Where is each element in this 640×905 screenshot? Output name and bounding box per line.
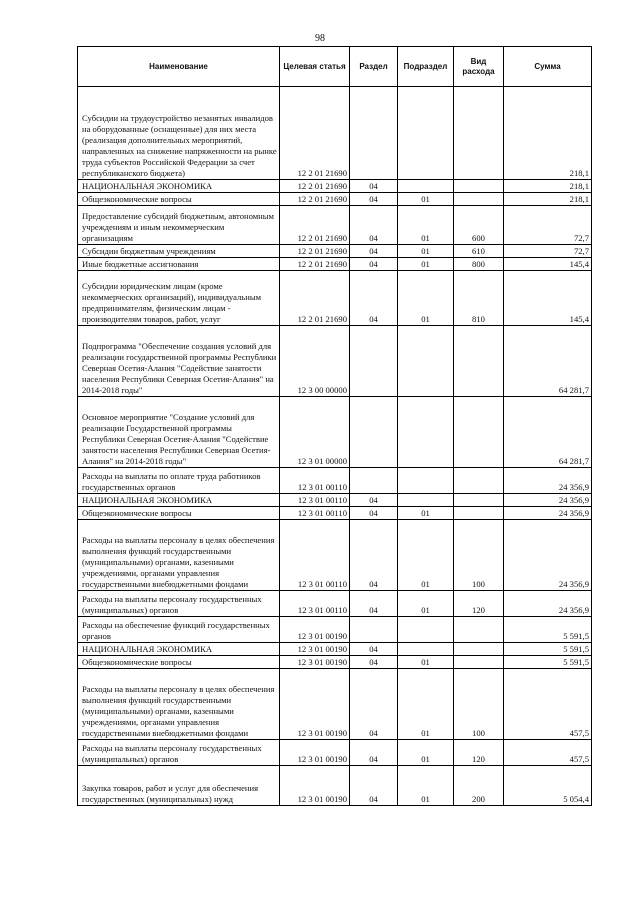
row-amount-cell: 5 591,5 <box>504 643 592 656</box>
row-expense-cell <box>454 507 504 520</box>
row-target-cell: 12 3 01 00190 <box>280 740 350 766</box>
row-subsection-cell <box>398 494 454 507</box>
row-target-cell: 12 2 01 21690 <box>280 245 350 258</box>
table-row <box>78 180 592 193</box>
row-subsection-cell: 01 <box>398 245 454 258</box>
row-section-cell: 04 <box>350 245 398 258</box>
row-target-cell: 12 3 01 00000 <box>280 397 350 468</box>
row-name-cell: Расходы на выплаты по оплате труда работников государственных органов <box>78 468 280 494</box>
table-row <box>78 468 592 494</box>
table-row <box>78 326 592 397</box>
row-target-cell: 12 3 01 00110 <box>280 468 350 494</box>
table-row <box>78 271 592 326</box>
row-amount-cell: 72,7 <box>504 206 592 245</box>
row-amount-cell: 457,5 <box>504 740 592 766</box>
row-subsection-cell: 01 <box>398 258 454 271</box>
row-target-cell: 12 2 01 21690 <box>280 193 350 206</box>
row-subsection-cell: 01 <box>398 271 454 326</box>
row-section-cell: 04 <box>350 507 398 520</box>
row-expense-cell: 610 <box>454 245 504 258</box>
row-amount-cell: 218,1 <box>504 180 592 193</box>
row-amount-cell: 24 356,9 <box>504 494 592 507</box>
row-expense-cell <box>454 643 504 656</box>
row-subsection-cell: 01 <box>398 193 454 206</box>
row-name-cell: Субсидии юридическим лицам (кроме некоммерческих организаций), индивидуальным предпринимателям, физическим лицам - производителям товаров, работ, услуг <box>78 271 280 326</box>
row-target-cell: 12 3 01 00190 <box>280 766 350 806</box>
row-expense-cell <box>454 87 504 180</box>
table-body <box>78 87 592 806</box>
row-amount-cell: 5 591,5 <box>504 617 592 643</box>
row-expense-cell: 120 <box>454 591 504 617</box>
row-target-cell: 12 3 01 00110 <box>280 507 350 520</box>
row-expense-cell: 120 <box>454 740 504 766</box>
table-row <box>78 656 592 669</box>
table-row <box>78 643 592 656</box>
row-subsection-cell: 01 <box>398 507 454 520</box>
table-row <box>78 766 592 806</box>
row-name-cell: Предоставление субсидий бюджетным, автономным учреждениям и иным некоммерческим организациям <box>78 206 280 245</box>
row-amount-cell: 72,7 <box>504 245 592 258</box>
row-name-cell: Расходы на выплаты персоналу государственных (муниципальных) органов <box>78 740 280 766</box>
row-expense-cell <box>454 180 504 193</box>
row-section-cell: 04 <box>350 271 398 326</box>
row-section-cell: 04 <box>350 669 398 740</box>
table-row <box>78 520 592 591</box>
table-row <box>78 669 592 740</box>
row-target-cell: 12 3 01 00190 <box>280 669 350 740</box>
table-row <box>78 494 592 507</box>
page-number: 98 <box>315 33 325 44</box>
row-name-cell: Расходы на выплаты персоналу государственных (муниципальных) органов <box>78 591 280 617</box>
row-subsection-cell <box>398 180 454 193</box>
row-subsection-cell: 01 <box>398 740 454 766</box>
row-amount-cell: 64 281,7 <box>504 326 592 397</box>
row-name-cell: Основное мероприятие "Создание условий для реализации Государственной программы Республики Северная Осетия-Алания "Содействие занятости населения Республики Северная Осетия-Алания" на 2014-2018 годы" <box>78 397 280 468</box>
row-target-cell: 12 3 01 00110 <box>280 520 350 591</box>
row-amount-cell: 24 356,9 <box>504 591 592 617</box>
row-subsection-cell <box>398 617 454 643</box>
row-amount-cell: 5 054,4 <box>504 766 592 806</box>
header-name: Наименование <box>78 47 280 87</box>
row-target-cell: 12 3 01 00110 <box>280 494 350 507</box>
row-section-cell: 04 <box>350 591 398 617</box>
row-subsection-cell: 01 <box>398 766 454 806</box>
row-target-cell: 12 3 01 00190 <box>280 656 350 669</box>
row-name-cell: Подпрограмма "Обеспечение создания условий для реализации государственной программы Республики Северная Осетия-Алания "Содействие занятости населения Республики Северная Осетия-Алания" на 2014-2018 годы" <box>78 326 280 397</box>
table-header-row <box>78 47 592 87</box>
row-section-cell <box>350 87 398 180</box>
table-row <box>78 617 592 643</box>
row-amount-cell: 24 356,9 <box>504 468 592 494</box>
row-name-cell: Общеэкономические вопросы <box>78 656 280 669</box>
row-section-cell <box>350 397 398 468</box>
row-subsection-cell: 01 <box>398 591 454 617</box>
row-target-cell: 12 3 00 00000 <box>280 326 350 397</box>
row-name-cell: Закупка товаров, работ и услуг для обеспечения государственных (муниципальных) нужд <box>78 766 280 806</box>
table-row <box>78 507 592 520</box>
row-name-cell: Расходы на обеспечение функций государственных органов <box>78 617 280 643</box>
row-expense-cell <box>454 326 504 397</box>
header-section: Раздел <box>350 47 398 87</box>
row-section-cell <box>350 468 398 494</box>
row-name-cell: Субсидии на трудоустройство незанятых инвалидов на оборудованные (оснащенные) для них места (реализация дополнительных мероприятий, направленных на снижение напряженности на рынке труда субъектов Российской Федерации за счет республиканского бюджета) <box>78 87 280 180</box>
budget-table <box>77 46 592 806</box>
row-subsection-cell <box>398 87 454 180</box>
row-subsection-cell <box>398 468 454 494</box>
row-expense-cell <box>454 494 504 507</box>
row-expense-cell <box>454 193 504 206</box>
row-subsection-cell: 01 <box>398 656 454 669</box>
row-target-cell: 12 2 01 21690 <box>280 206 350 245</box>
row-amount-cell: 145,4 <box>504 271 592 326</box>
header-amount: Сумма <box>504 47 592 87</box>
row-amount-cell: 5 591,5 <box>504 656 592 669</box>
row-name-cell: Общеэкономические вопросы <box>78 507 280 520</box>
row-name-cell: Субсидии бюджетным учреждениям <box>78 245 280 258</box>
row-name-cell: НАЦИОНАЛЬНАЯ ЭКОНОМИКА <box>78 494 280 507</box>
row-section-cell: 04 <box>350 258 398 271</box>
row-expense-cell: 100 <box>454 669 504 740</box>
table-row <box>78 258 592 271</box>
row-subsection-cell: 01 <box>398 520 454 591</box>
row-section-cell <box>350 326 398 397</box>
row-amount-cell: 457,5 <box>504 669 592 740</box>
table-row <box>78 591 592 617</box>
row-subsection-cell <box>398 643 454 656</box>
row-target-cell: 12 3 01 00190 <box>280 643 350 656</box>
row-section-cell: 04 <box>350 180 398 193</box>
row-name-cell: НАЦИОНАЛЬНАЯ ЭКОНОМИКА <box>78 643 280 656</box>
row-expense-cell: 600 <box>454 206 504 245</box>
row-amount-cell: 24 356,9 <box>504 507 592 520</box>
table-row <box>78 206 592 245</box>
row-amount-cell: 218,1 <box>504 193 592 206</box>
row-expense-cell <box>454 468 504 494</box>
header-target: Целевая статья <box>280 47 350 87</box>
row-section-cell: 04 <box>350 656 398 669</box>
row-section-cell: 04 <box>350 520 398 591</box>
table-row <box>78 397 592 468</box>
header-subsection: Подраздел <box>398 47 454 87</box>
row-section-cell: 04 <box>350 766 398 806</box>
table-row <box>78 193 592 206</box>
row-subsection-cell: 01 <box>398 206 454 245</box>
row-subsection-cell <box>398 326 454 397</box>
table-row <box>78 245 592 258</box>
row-section-cell: 04 <box>350 193 398 206</box>
row-target-cell: 12 2 01 21690 <box>280 180 350 193</box>
table-row <box>78 740 592 766</box>
row-section-cell: 04 <box>350 643 398 656</box>
row-amount-cell: 145,4 <box>504 258 592 271</box>
row-amount-cell: 24 356,9 <box>504 520 592 591</box>
row-section-cell: 04 <box>350 494 398 507</box>
row-target-cell: 12 3 01 00110 <box>280 591 350 617</box>
header-expense-type: Вид расхода <box>454 47 504 87</box>
row-section-cell <box>350 617 398 643</box>
row-section-cell: 04 <box>350 740 398 766</box>
row-amount-cell: 218,1 <box>504 87 592 180</box>
row-amount-cell: 64 281,7 <box>504 397 592 468</box>
table-row <box>78 87 592 180</box>
row-name-cell: Расходы на выплаты персоналу в целях обеспечения выполнения функций государственными (муниципальными) органами, казенными учреждениями, органами управления государственными внебюджетными фондами <box>78 669 280 740</box>
row-expense-cell <box>454 397 504 468</box>
row-expense-cell: 100 <box>454 520 504 591</box>
row-expense-cell <box>454 617 504 643</box>
row-name-cell: Иные бюджетные ассигнования <box>78 258 280 271</box>
row-target-cell: 12 2 01 21690 <box>280 271 350 326</box>
row-subsection-cell <box>398 397 454 468</box>
row-target-cell: 12 2 01 21690 <box>280 87 350 180</box>
row-section-cell: 04 <box>350 206 398 245</box>
row-name-cell: Расходы на выплаты персоналу в целях обеспечения выполнения функций государственными (муниципальными) органами, казенными учреждениями, органами управления государственными внебюджетными фондами <box>78 520 280 591</box>
row-target-cell: 12 3 01 00190 <box>280 617 350 643</box>
row-expense-cell: 810 <box>454 271 504 326</box>
row-target-cell: 12 2 01 21690 <box>280 258 350 271</box>
row-expense-cell <box>454 656 504 669</box>
row-subsection-cell: 01 <box>398 669 454 740</box>
row-expense-cell: 200 <box>454 766 504 806</box>
row-name-cell: Общеэкономические вопросы <box>78 193 280 206</box>
row-expense-cell: 800 <box>454 258 504 271</box>
row-name-cell: НАЦИОНАЛЬНАЯ ЭКОНОМИКА <box>78 180 280 193</box>
